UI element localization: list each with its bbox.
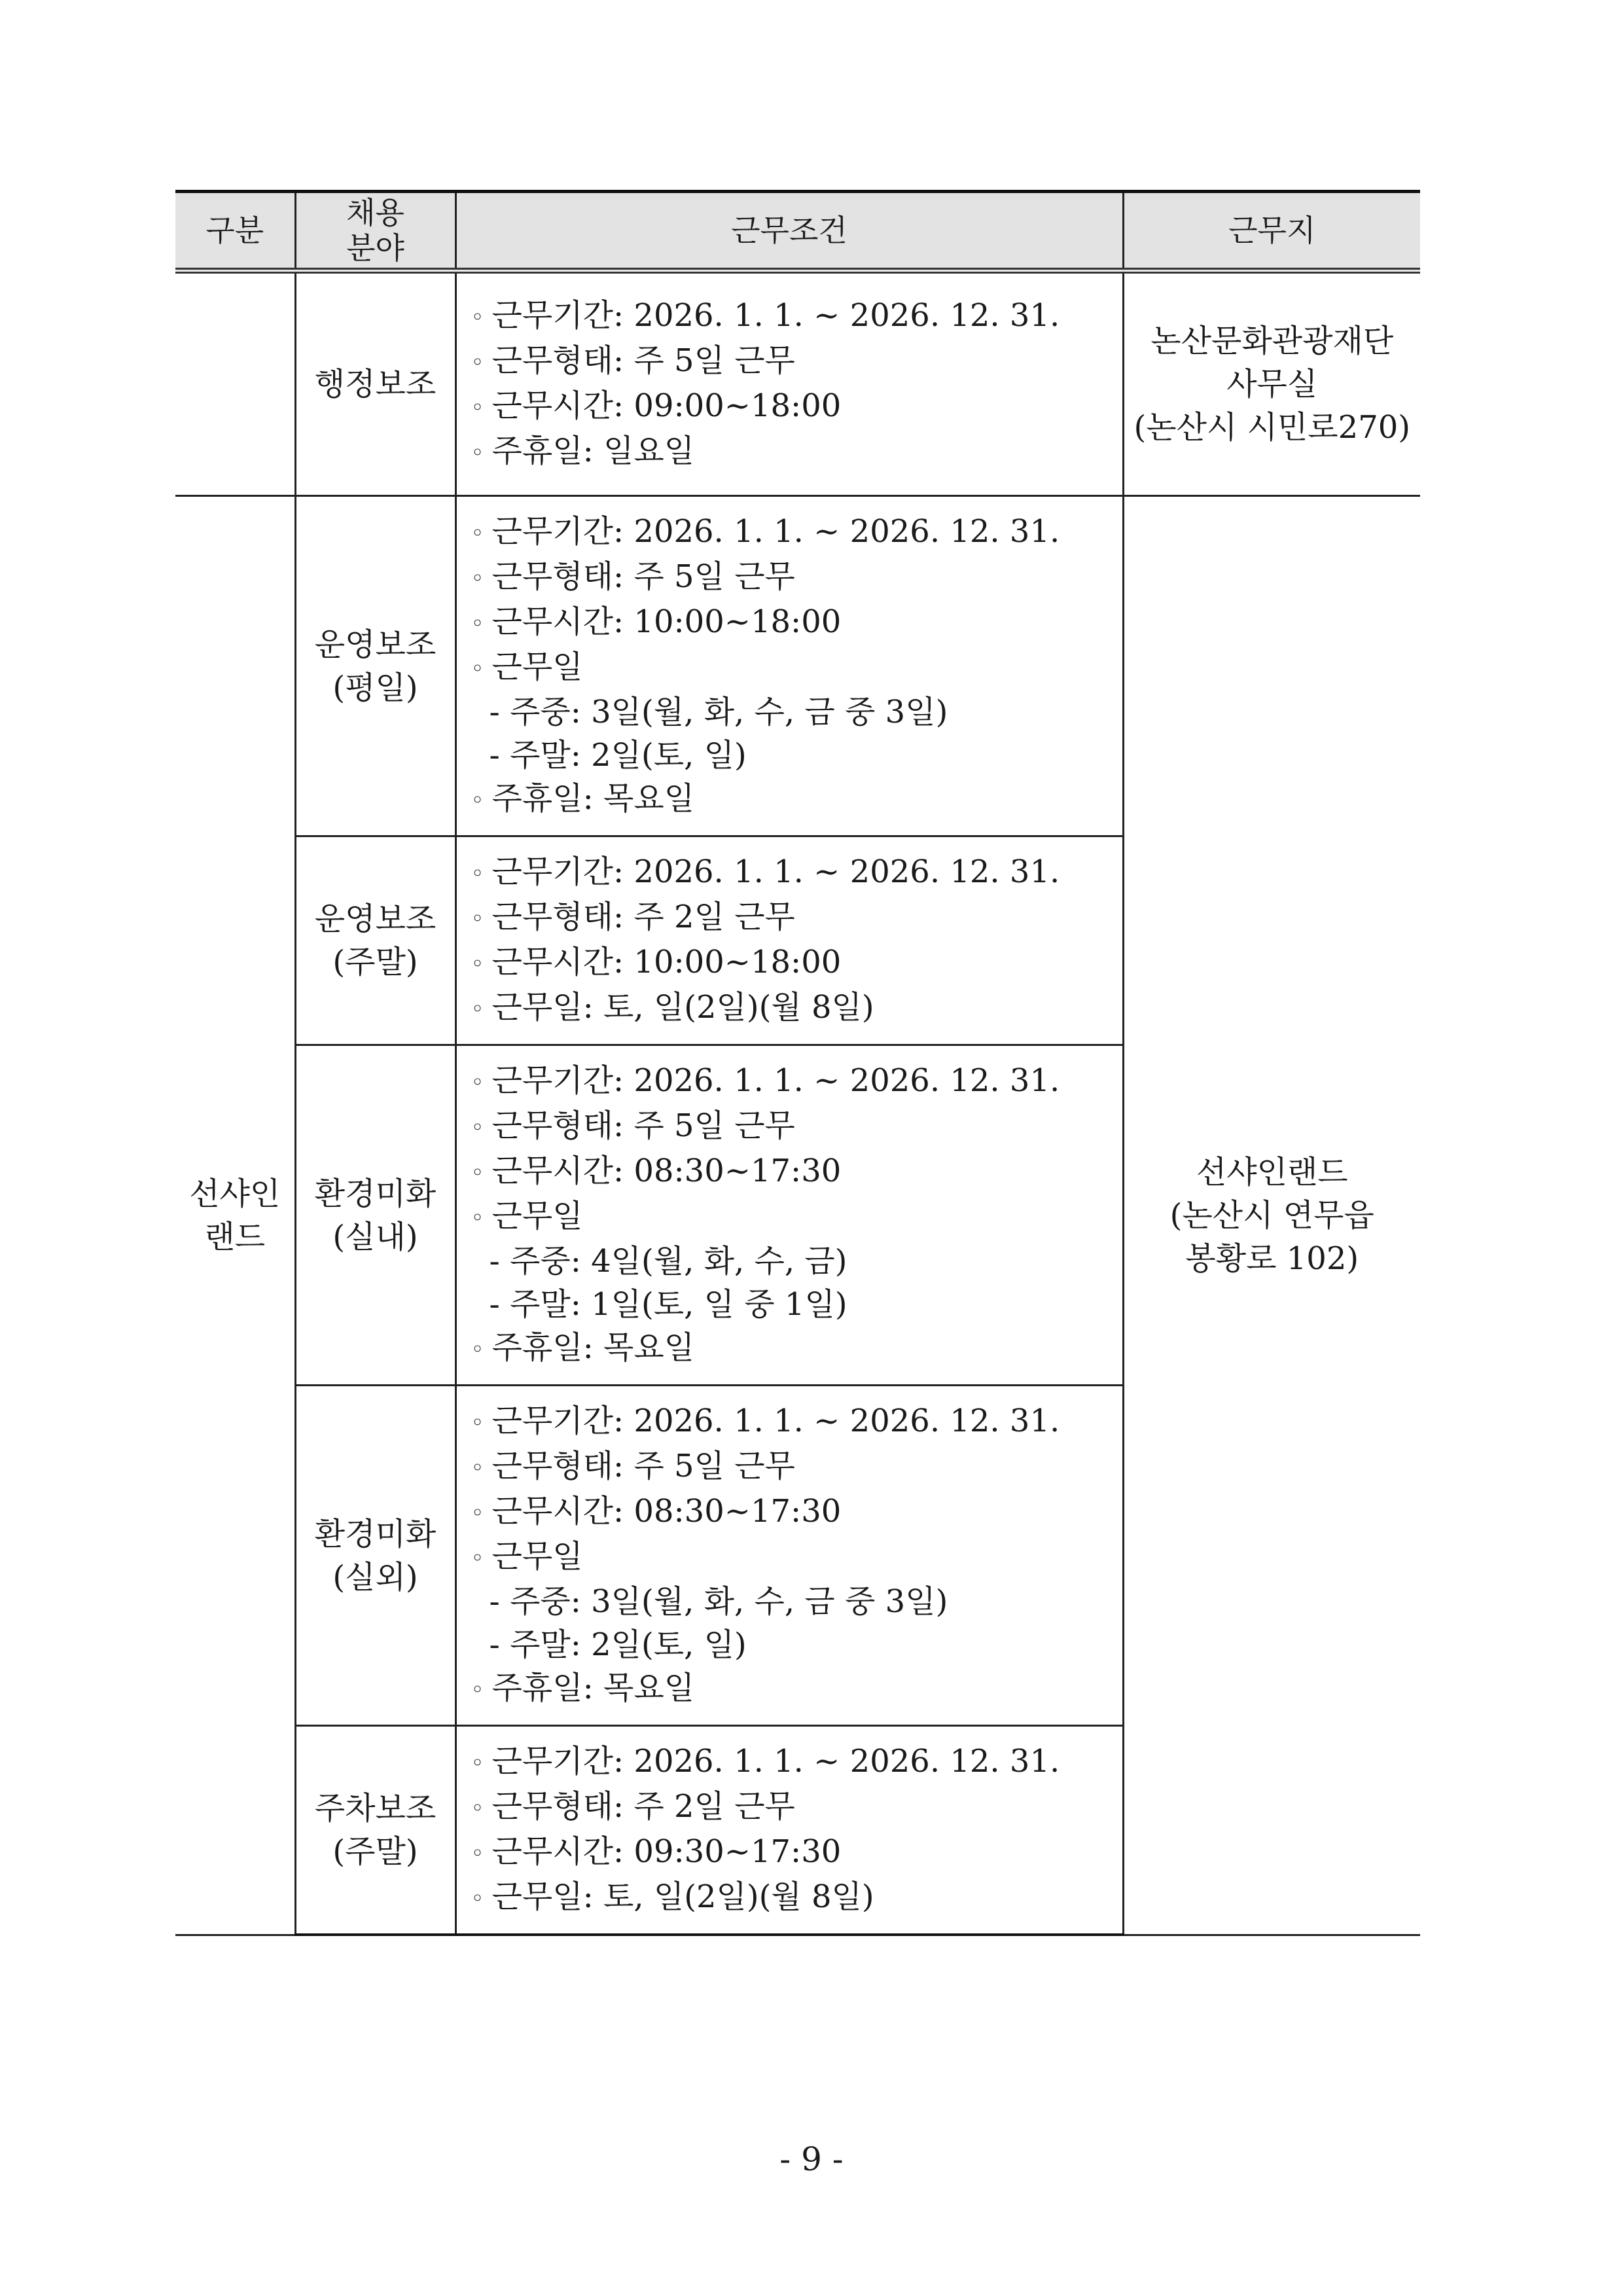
condition-line	[471, 1444, 1122, 1490]
condition-line	[471, 1399, 1122, 1444]
condition-line	[471, 986, 1122, 1031]
workplace-cell	[1123, 496, 1420, 1935]
condition-text: 근무기간: 2026. 1. 1. ~ 2026. 12. 31.	[491, 1743, 1060, 1780]
field-line: 주차보조	[314, 1790, 437, 1827]
condition-line	[471, 1149, 1122, 1194]
conditions-cell	[455, 1726, 1123, 1935]
condition-text: 근무시간: 09:00~18:00	[491, 387, 842, 424]
bullet-icon: ◦	[471, 1455, 484, 1481]
condition-line	[471, 1194, 1122, 1240]
conditions-cell	[455, 496, 1123, 836]
header-field	[295, 192, 455, 271]
condition-line	[471, 777, 1122, 822]
bullet-icon: ◦	[471, 1410, 484, 1436]
condition-text: 주휴일: 목요일	[491, 1329, 695, 1366]
bullet-icon: ◦	[471, 1336, 484, 1363]
workplace-cell	[1123, 271, 1420, 496]
conditions-cell	[455, 1386, 1123, 1726]
workplace-line: (논산시 시민로270)	[1133, 409, 1411, 446]
workplace-line: 봉황로 102)	[1185, 1240, 1359, 1277]
field-line: (실내)	[332, 1218, 418, 1255]
bullet-icon: ◦	[471, 656, 484, 682]
condition-text: 근무형태: 주 5일 근무	[491, 558, 795, 595]
condition-text: 근무기간: 2026. 1. 1. ~ 2026. 12. 31.	[491, 1062, 1060, 1099]
condition-line	[471, 1059, 1122, 1104]
field-line: (실외)	[332, 1558, 418, 1596]
table-row	[175, 271, 1420, 496]
condition-text: 근무일	[491, 1198, 583, 1234]
condition-line	[471, 1535, 1122, 1580]
bullet-icon: ◦	[471, 440, 484, 466]
condition-text: - 주중: 3일(월, 화, 수, 금 중 3일)	[489, 694, 948, 730]
field-cell	[295, 1726, 455, 1935]
condition-text: 근무시간: 10:00~18:00	[491, 603, 842, 640]
bullet-icon: ◦	[471, 1840, 484, 1867]
condition-line	[471, 339, 1122, 384]
page-number-text: - 9 -	[779, 2140, 844, 2178]
conditions-cell	[455, 271, 1123, 496]
condition-line	[471, 555, 1122, 600]
condition-line	[471, 510, 1122, 555]
category-line: 랜드	[204, 1218, 266, 1255]
field-cell	[295, 836, 455, 1045]
field-cell	[295, 1045, 455, 1386]
field-cell	[295, 1386, 455, 1726]
header-field-line2: 분야	[346, 230, 404, 266]
condition-line	[471, 1490, 1122, 1535]
bullet-icon: ◦	[471, 1160, 484, 1186]
condition-text: 근무시간: 08:30~17:30	[491, 1493, 842, 1530]
condition-text: - 주말: 1일(토, 일 중 1일)	[489, 1286, 847, 1323]
table-row	[175, 496, 1420, 836]
workplace-line: (논산시 연무읍	[1169, 1196, 1374, 1234]
field-cell	[295, 271, 455, 496]
condition-line	[471, 294, 1122, 339]
condition-line	[471, 1623, 1122, 1666]
field-line: 운영보조	[314, 901, 437, 937]
condition-text: - 주중: 3일(월, 화, 수, 금 중 3일)	[489, 1583, 948, 1620]
bullet-icon: ◦	[471, 1115, 484, 1141]
header-field-line1: 채용	[346, 195, 404, 230]
field-line: (주말)	[332, 944, 418, 980]
conditions-cell	[455, 1045, 1123, 1386]
condition-line	[471, 941, 1122, 986]
conditions-cell	[455, 836, 1123, 1045]
condition-text: - 주중: 4일(월, 화, 수, 금)	[489, 1243, 847, 1280]
condition-text: 근무기간: 2026. 1. 1. ~ 2026. 12. 31.	[491, 297, 1060, 334]
bullet-icon: ◦	[471, 861, 484, 887]
bullet-icon: ◦	[471, 1500, 484, 1526]
category-line: 선샤인	[189, 1175, 281, 1212]
condition-text: 근무형태: 주 5일 근무	[491, 1107, 795, 1144]
bullet-icon: ◦	[471, 1545, 484, 1571]
condition-line	[471, 1580, 1122, 1623]
bullet-icon: ◦	[471, 520, 484, 547]
condition-line	[471, 691, 1122, 734]
condition-text: 주휴일: 일요일	[491, 433, 695, 469]
bullet-icon: ◦	[471, 565, 484, 592]
condition-line	[471, 1104, 1122, 1149]
condition-text: 근무시간: 10:00~18:00	[491, 944, 842, 980]
header-category: 구분	[175, 192, 295, 271]
condition-line	[471, 1740, 1122, 1785]
condition-line	[471, 600, 1122, 645]
condition-text: 근무일	[491, 1538, 583, 1575]
bullet-icon: ◦	[471, 304, 484, 331]
condition-text: - 주말: 2일(토, 일)	[489, 1626, 747, 1663]
workplace-line: 논산문화관광재단	[1150, 323, 1394, 359]
field-line: (주말)	[332, 1833, 418, 1870]
bullet-icon: ◦	[471, 1795, 484, 1821]
condition-text: 근무기간: 2026. 1. 1. ~ 2026. 12. 31.	[491, 853, 1060, 890]
condition-text: 근무기간: 2026. 1. 1. ~ 2026. 12. 31.	[491, 513, 1060, 550]
condition-text: 근무형태: 주 5일 근무	[491, 1448, 795, 1484]
workplace-line: 사무실	[1226, 366, 1318, 403]
bullet-icon: ◦	[471, 787, 484, 814]
field-cell	[295, 496, 455, 836]
condition-line	[471, 1240, 1122, 1283]
field-line: 환경미화	[314, 1515, 437, 1552]
bullet-icon: ◦	[471, 1750, 484, 1776]
bullet-icon: ◦	[471, 611, 484, 637]
condition-text: 근무시간: 09:30~17:30	[491, 1833, 842, 1870]
condition-line	[471, 1283, 1122, 1326]
header-conditions: 근무조건	[455, 192, 1123, 271]
condition-line	[471, 645, 1122, 691]
condition-line	[471, 384, 1122, 429]
field-line: (평일)	[332, 669, 418, 706]
condition-text: 근무형태: 주 2일 근무	[491, 899, 795, 935]
bullet-icon: ◦	[471, 1205, 484, 1231]
bullet-icon: ◦	[471, 350, 484, 376]
header-workplace: 근무지	[1123, 192, 1420, 271]
condition-line	[471, 429, 1122, 475]
condition-text: 근무일	[491, 649, 583, 685]
category-cell	[175, 271, 295, 496]
condition-text: 근무일: 토, 일(2일)(월 8일)	[491, 989, 874, 1026]
condition-text: 주휴일: 목요일	[491, 780, 695, 817]
bullet-icon: ◦	[471, 1886, 484, 1912]
bullet-icon: ◦	[471, 996, 484, 1022]
field-line: 행정보조	[314, 366, 437, 403]
bullet-icon: ◦	[471, 951, 484, 977]
condition-text: - 주말: 2일(토, 일)	[489, 737, 747, 774]
condition-line	[471, 1875, 1122, 1920]
condition-text: 근무형태: 주 5일 근무	[491, 342, 795, 379]
condition-line	[471, 895, 1122, 941]
page-number	[0, 2140, 1623, 2178]
condition-line	[471, 734, 1122, 777]
bullet-icon: ◦	[471, 1677, 484, 1703]
workplace-line: 선샤인랜드	[1196, 1153, 1348, 1191]
category-cell	[175, 496, 295, 1935]
bullet-icon: ◦	[471, 395, 484, 421]
bullet-icon: ◦	[471, 1069, 484, 1096]
condition-text: 주휴일: 목요일	[491, 1670, 695, 1706]
condition-line	[471, 1326, 1122, 1371]
recruitment-table	[175, 190, 1420, 1936]
condition-text: 근무형태: 주 2일 근무	[491, 1788, 795, 1825]
condition-text: 근무일: 토, 일(2일)(월 8일)	[491, 1878, 874, 1915]
field-line: 운영보조	[314, 626, 437, 663]
condition-line	[471, 1830, 1122, 1875]
condition-text: 근무기간: 2026. 1. 1. ~ 2026. 12. 31.	[491, 1403, 1060, 1439]
condition-line	[471, 1785, 1122, 1830]
field-line: 환경미화	[314, 1175, 437, 1212]
condition-text: 근무시간: 08:30~17:30	[491, 1153, 842, 1189]
table-header-row	[175, 192, 1420, 271]
condition-line	[471, 1666, 1122, 1712]
bullet-icon: ◦	[471, 906, 484, 932]
condition-line	[471, 850, 1122, 895]
